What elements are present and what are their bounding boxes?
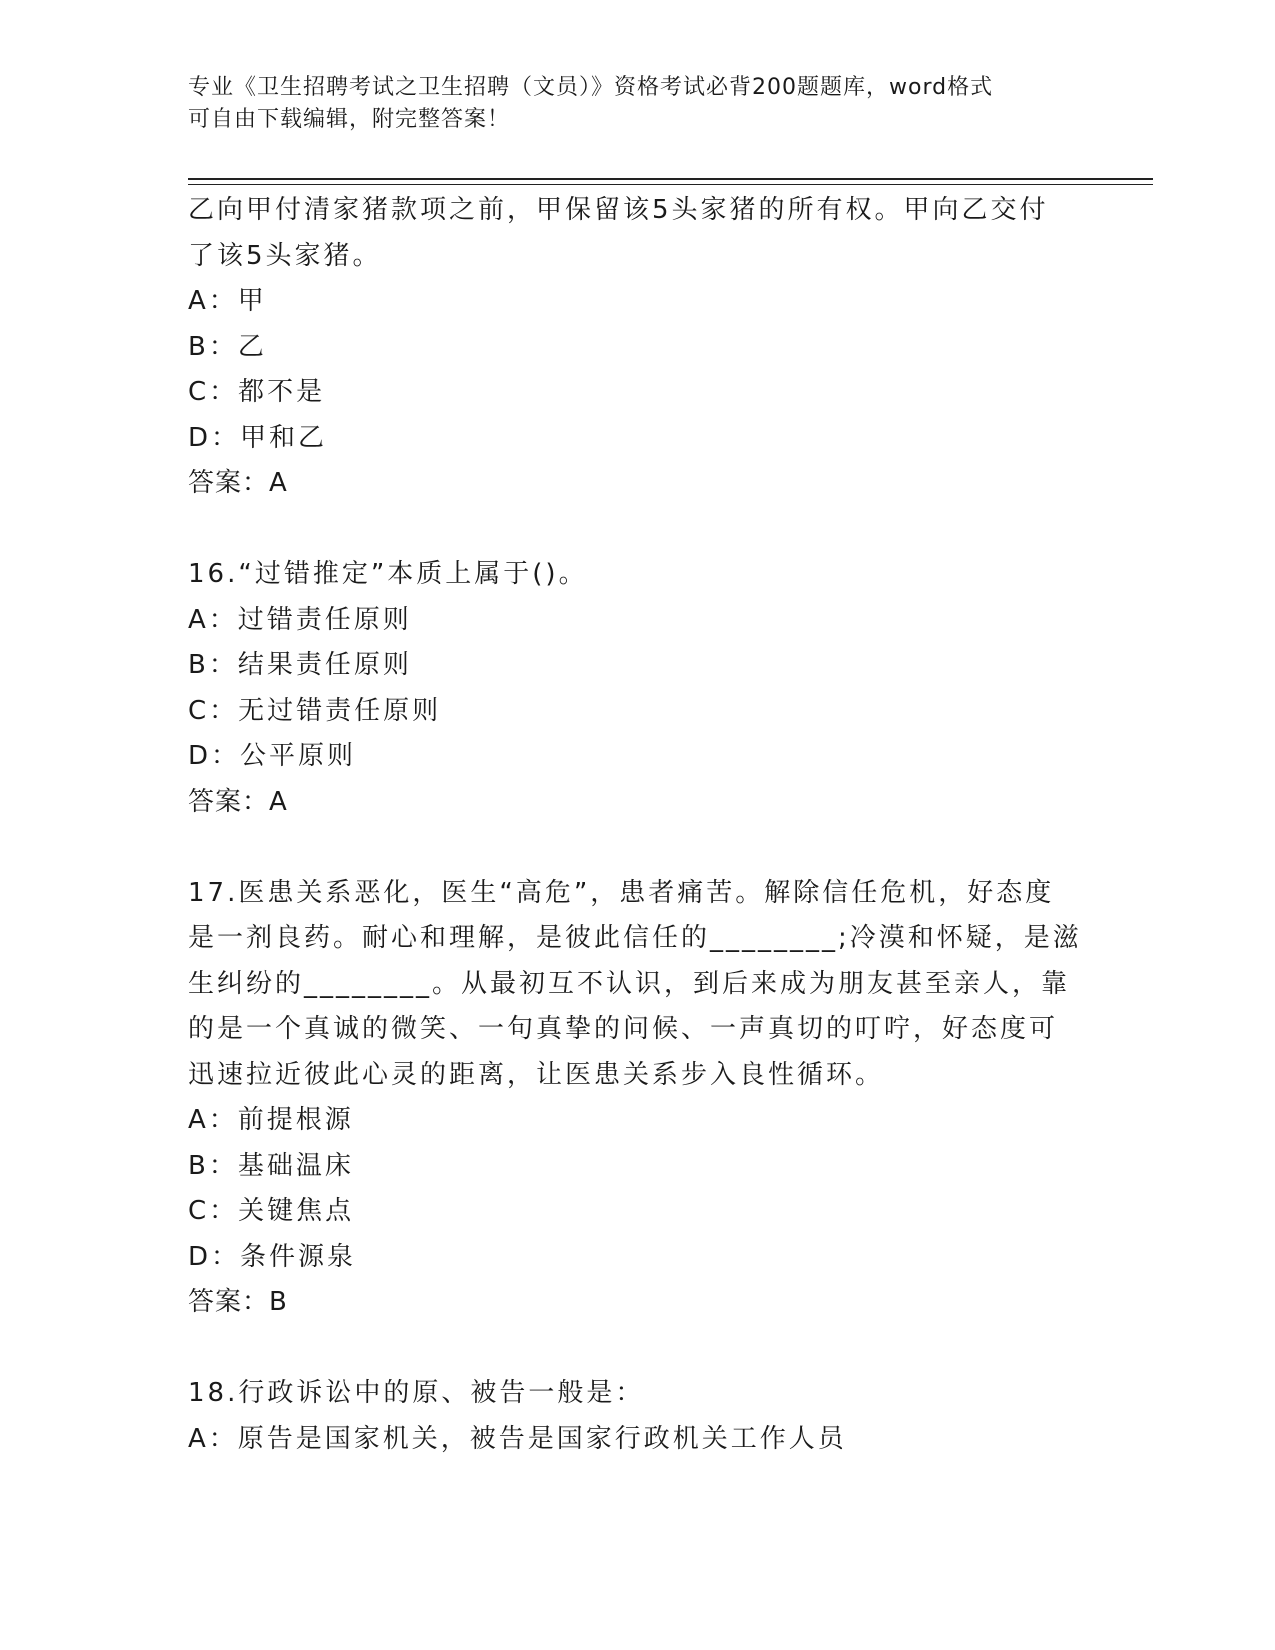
document-header xyxy=(188,72,1068,136)
question-18 xyxy=(188,1371,1078,1462)
option-b: B：乙 xyxy=(188,331,267,362)
answer-line: 答案：B xyxy=(188,1287,288,1317)
question-17 xyxy=(188,871,1082,1326)
option-b: B：结果责任原则 xyxy=(188,650,412,680)
header-divider-thick xyxy=(188,178,1153,180)
option-b: B：基础温床 xyxy=(188,1150,354,1181)
question-text-line: 17.医患关系恶化，医生“高危”，患者痛苦。解除信任危机，好态度 xyxy=(188,877,1055,908)
option-c: C：都不是 xyxy=(188,377,326,407)
option-d: D：公平原则 xyxy=(188,741,357,771)
option-d: D：条件源泉 xyxy=(188,1241,357,1272)
question-text-line: 18.行政诉讼中的原、被告一般是： xyxy=(188,1378,645,1408)
option-a: A：过错责任原则 xyxy=(188,604,412,635)
question-text-line: 16.“过错推定”本质上属于()。 xyxy=(188,559,588,589)
header-line-2: 可自由下载编辑，附完整答案！ xyxy=(188,107,511,132)
question-15-continued xyxy=(188,188,1078,507)
header-divider-thin xyxy=(188,184,1153,185)
question-text-line: 的是一个真诚的微笑、一句真挚的问候、一声真切的叮咛，好态度可 xyxy=(188,1014,1059,1044)
option-c: C：无过错责任原则 xyxy=(188,695,442,726)
question-16 xyxy=(188,552,1078,825)
question-text-line: 迅速拉近彼此心灵的距离，让医患关系步入良性循环。 xyxy=(188,1059,885,1090)
question-list xyxy=(188,188,1082,1462)
question-text-line: 了该5头家猪。 xyxy=(188,240,382,271)
option-a: A：甲 xyxy=(188,286,267,316)
header-line-1: 专业《卫生招聘考试之卫生招聘（文员）》资格考试必背200题题库，word格式 xyxy=(188,75,994,100)
question-spacer xyxy=(188,507,1078,553)
answer-line: 答案：A xyxy=(188,786,288,817)
option-a: A：前提根源 xyxy=(188,1105,354,1135)
question-text-line: 是一剂良药。耐心和理解，是彼此信任的________;冷漠和怀疑，是滋 xyxy=(188,923,1082,953)
option-d: D：甲和乙 xyxy=(188,422,328,453)
answer-line: 答案：A xyxy=(188,468,288,498)
option-c: C：关键焦点 xyxy=(188,1196,355,1226)
question-text-line: 生纠纷的________。从最初互不认识，到后来成为朋友甚至亲人，靠 xyxy=(188,968,1071,999)
question-spacer xyxy=(188,825,1078,871)
question-text-line: 乙向甲付清家猪款项之前，甲保留该5头家猪的所有权。甲向乙交付 xyxy=(188,195,1049,225)
question-spacer xyxy=(188,1326,1078,1372)
option-a: A：原告是国家机关，被告是国家行政机关工作人员 xyxy=(188,1423,847,1454)
